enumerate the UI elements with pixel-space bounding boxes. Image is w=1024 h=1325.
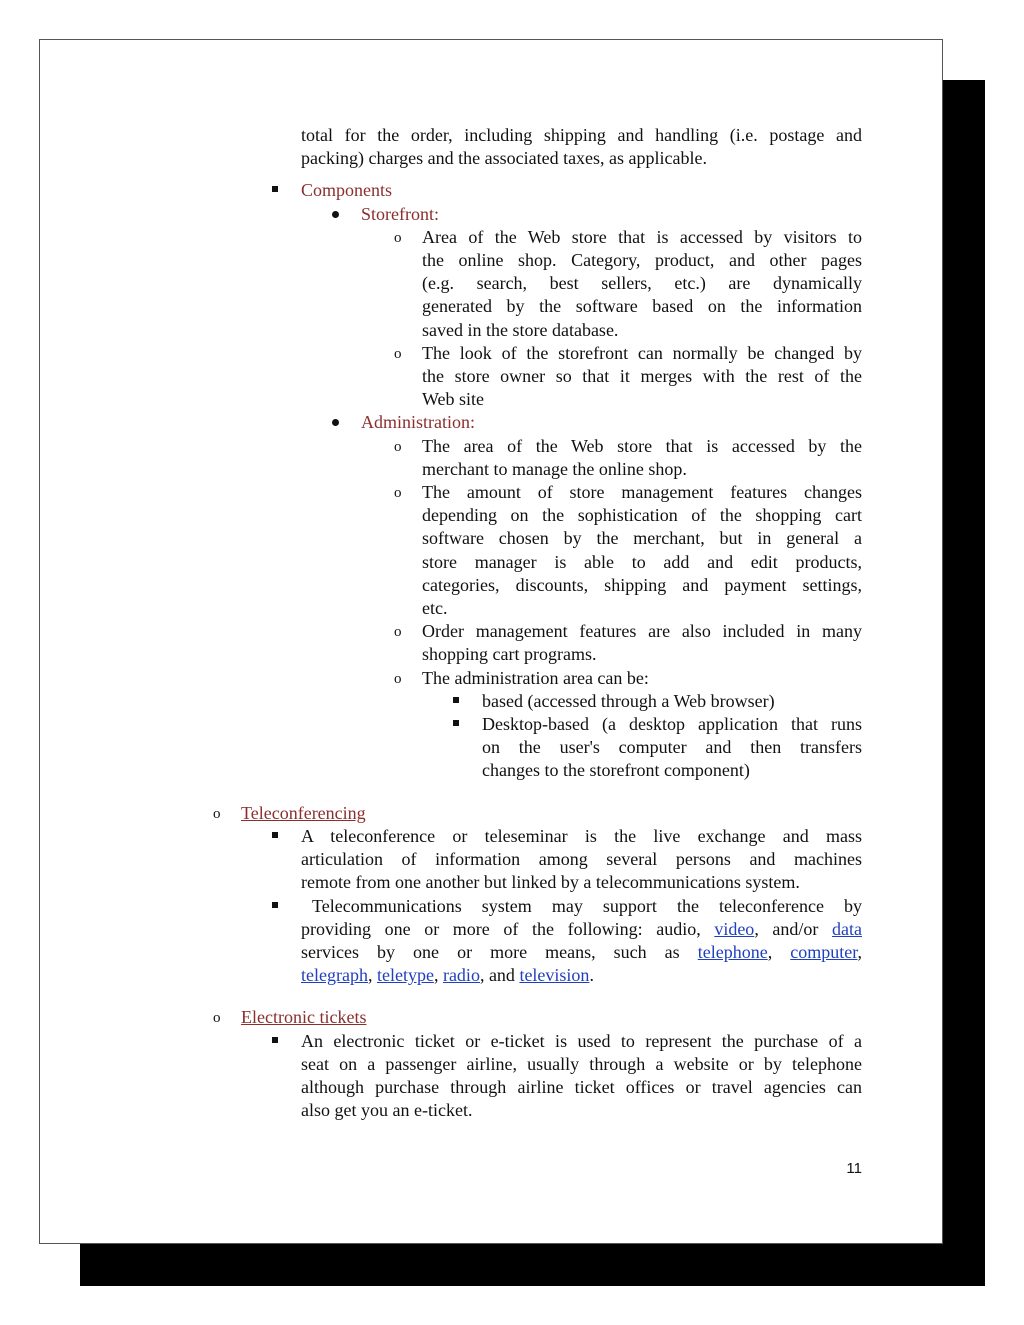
- administration-item-2-line: software chosen by the merchant, but in general a: [422, 528, 862, 549]
- electronic-tickets-heading: o Electronic tickets: [241, 1006, 862, 1029]
- administration-item-3: o Order management features are also included in many: [422, 620, 862, 643]
- document-body: [0, 124, 862, 1122]
- components-heading: Components: [301, 180, 393, 201]
- administration-sub-2-line: on the user's computer and then transfers: [482, 737, 862, 758]
- page-number: 11: [846, 1160, 862, 1177]
- intro-line-1: total for the order, including shipping and handling (i.e. postage and: [301, 125, 862, 145]
- teleconferencing-bullet-1: A teleconference or teleseminar is the live exchange and mass: [301, 825, 862, 846]
- teletype-link[interactable]: teletype: [376, 965, 434, 986]
- administration-item-1: o The area of the Web store that is accessed by the: [422, 435, 862, 458]
- storefront-item-2-line: the store owner so that it merges with the rest of the: [422, 366, 862, 387]
- administration-item-4: o The administration area can be:: [422, 667, 862, 690]
- administration-item-2: o The amount of store management features changes: [422, 481, 862, 504]
- administration-item-1-line: merchant to manage the online shop.: [422, 458, 687, 479]
- administration-item-2-line: categories, discounts, shipping and payment settings,: [422, 574, 862, 595]
- administration-heading: Administration:: [361, 412, 475, 433]
- storefront-item-1-line: the online shop. Category, product, and other pages: [422, 250, 862, 271]
- teleconferencing-bullet-2-line: services by one or more means, such as telephone, computer,: [301, 941, 863, 962]
- circle-bullet-icon: o: [213, 1010, 221, 1027]
- electronic-tickets-bullet-1: An electronic ticket or e-ticket is used to represent the purchase of a: [301, 1030, 862, 1051]
- administration-sub-2: Desktop-based (a desktop application that runs: [482, 714, 862, 735]
- administration-sub-1: based (accessed through a Web browser): [482, 690, 775, 711]
- storefront-item-2-line: Web site: [422, 389, 485, 410]
- electronic-tickets-bullet-1-line: seat on a passenger airline, usually through a website or by telephone: [301, 1053, 862, 1074]
- teleconferencing-bullet-2: Telecommunications system may support the teleconference by: [312, 895, 862, 916]
- intro-line-2: packing) charges and the associated taxes, as applicable.: [301, 148, 708, 169]
- radio-link[interactable]: radio: [442, 965, 480, 986]
- administration-item-2-line: store manager is able to add and edit products,: [422, 551, 862, 572]
- storefront-item-1-line: (e.g. search, best sellers, etc.) are dynamically: [422, 273, 862, 294]
- circle-bullet-icon: o: [394, 670, 402, 687]
- teleconferencing-bullet-1-line: remote from one another but linked by a telecommunications system.: [301, 872, 800, 893]
- teleconferencing-heading: o Teleconferencing: [241, 802, 862, 825]
- storefront-item-1-line: saved in the store database.: [422, 319, 619, 340]
- electronic-tickets-bullet-1-line: although purchase through airline ticket offices or travel agencies can: [301, 1076, 862, 1097]
- circle-bullet-icon: o: [213, 805, 221, 822]
- administration-item-2-line: depending on the sophistication of the shopping cart: [422, 505, 862, 526]
- administration-item-3-line: shopping cart programs.: [422, 644, 597, 665]
- computer-link[interactable]: computer: [790, 941, 858, 962]
- data-link[interactable]: data: [832, 918, 862, 939]
- circle-bullet-icon: o: [394, 438, 402, 455]
- storefront-item-2: o The look of the storefront can normally be changed by: [422, 342, 862, 365]
- video-link[interactable]: video: [714, 918, 755, 939]
- storefront-heading: Storefront:: [361, 203, 439, 224]
- teleconferencing-bullet-2-line: telegraph, teletype, radio, and television.: [301, 965, 594, 986]
- telegraph-link[interactable]: telegraph: [301, 965, 368, 986]
- circle-bullet-icon: o: [394, 485, 402, 502]
- circle-bullet-icon: o: [394, 624, 402, 641]
- storefront-item-1-line: generated by the software based on the information: [422, 296, 862, 317]
- teleconferencing-bullet-2-line: providing one or more of the following: audio, video, and/or data: [301, 918, 862, 939]
- electronic-tickets-bullet-1-line: also get you an e-ticket.: [301, 1100, 473, 1121]
- teleconferencing-bullet-1-line: articulation of information among several persons and machines: [301, 849, 862, 870]
- television-link[interactable]: television: [519, 965, 590, 986]
- storefront-item-1: o Area of the Web store that is accessed by visitors to: [422, 226, 862, 249]
- telephone-link[interactable]: telephone: [697, 941, 768, 962]
- circle-bullet-icon: o: [394, 345, 402, 362]
- administration-item-2-line: etc.: [422, 598, 448, 619]
- circle-bullet-icon: o: [394, 229, 402, 246]
- administration-sub-2-line: changes to the storefront component): [482, 760, 750, 781]
